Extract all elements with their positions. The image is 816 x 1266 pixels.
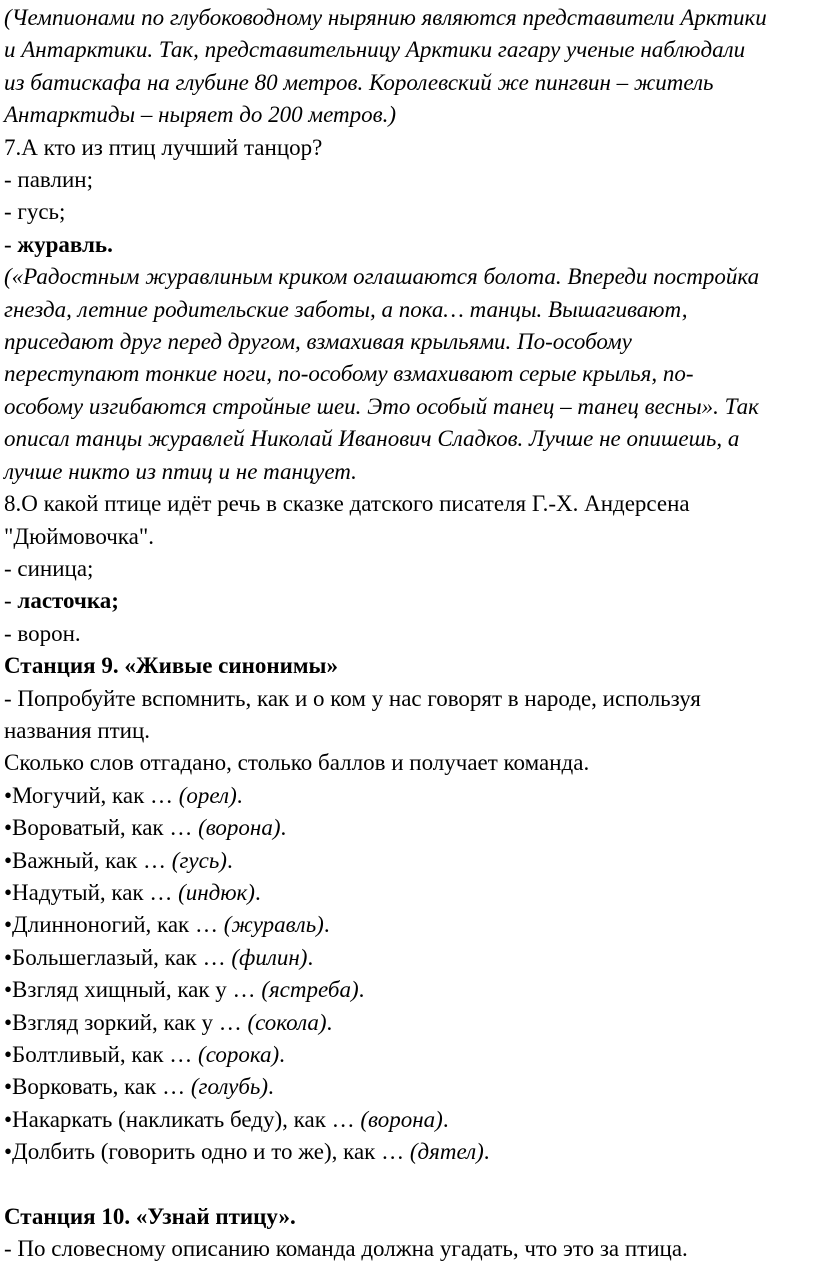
- answer-prefix: -: [4, 231, 18, 257]
- station-10-title: Станция 10. «Узнай птицу».: [4, 1204, 296, 1230]
- item-answer: (индюк): [178, 879, 255, 905]
- item-suffix: .: [279, 1042, 285, 1067]
- list-item: [4, 1136, 816, 1168]
- item-answer: (сорока): [198, 1042, 280, 1067]
- intro-note-line: и Антарктики. Так, представительницу Арктики гагару ученые наблюдали: [4, 37, 746, 63]
- intro-note-line: из батискафа на глубине 80 метров. Королевский же пингвин – житель: [4, 69, 714, 95]
- explanation-line: приседают друг перед другом, взмахивая крыльями. По-особому: [4, 329, 632, 355]
- explanation-line: («Радостным журавлиным криком оглашаются болота. Впереди постройка: [4, 264, 760, 290]
- list-item: [4, 845, 816, 877]
- explanation-line: лучше никто из птиц и не танцует.: [4, 458, 357, 484]
- item-suffix: .: [226, 847, 233, 873]
- item-answer: (ворона): [198, 815, 281, 841]
- item-text: •Долбить (говорить одно и то же), как …: [4, 1139, 410, 1165]
- station-9-scoring: Сколько слов отгадано, столько баллов и получает команда.: [4, 750, 590, 776]
- station-9-instruction: названия птиц.: [4, 717, 151, 743]
- list-item: [4, 974, 816, 1006]
- question-7-option: - гусь;: [4, 199, 66, 225]
- item-text: •Большеглазый, как …: [4, 944, 232, 970]
- item-text: •Вороватый, как …: [4, 815, 199, 841]
- item-suffix: .: [236, 782, 243, 808]
- list-item: [4, 1039, 816, 1071]
- question-8-text: 8.О какой птице идёт речь в сказке датского писателя Г.-Х. Андерсена: [4, 491, 690, 517]
- list-item: [4, 942, 816, 974]
- list-item: [4, 1071, 816, 1103]
- item-text: •Ворковать, как …: [4, 1074, 191, 1100]
- question-7-option: - павлин;: [4, 167, 93, 193]
- intro-note: [4, 2, 816, 132]
- item-answer: (дятел): [409, 1139, 484, 1165]
- item-suffix: .: [254, 879, 261, 905]
- question-8-option: - синица;: [4, 555, 94, 581]
- station-10: [4, 1201, 816, 1266]
- item-answer: (гусь): [171, 847, 227, 873]
- list-item: [4, 1104, 816, 1136]
- answer-prefix: -: [4, 588, 18, 614]
- item-answer: (сокола): [247, 1009, 327, 1035]
- station-9: [4, 650, 816, 1169]
- list-item: [4, 780, 816, 812]
- question-7-answer-line: [4, 229, 816, 261]
- item-suffix: .: [326, 1009, 333, 1035]
- question-8-answer: ласточка;: [17, 588, 119, 614]
- explanation-line: гнезда, летние родительские заботы, а пока… танцы. Вышагивают,: [4, 296, 688, 322]
- intro-note-line: Антарктиды – ныряет до 200 метров.): [4, 102, 396, 128]
- item-text: •Длинноногий, как …: [4, 912, 224, 938]
- item-answer: (ястреба): [261, 977, 359, 1003]
- item-answer: (орел): [178, 782, 237, 808]
- intro-note-line: (Чемпионами по глубоководному нырянию являются представители Арктики: [4, 5, 767, 30]
- station-9-title: Станция 9. «Живые синонимы»: [4, 653, 339, 679]
- item-suffix: .: [307, 944, 314, 970]
- item-suffix: .: [483, 1139, 490, 1165]
- list-item: [4, 812, 816, 844]
- item-text: •Важный, как …: [4, 847, 172, 873]
- item-answer: (голубь): [190, 1074, 269, 1100]
- list-item: [4, 909, 816, 941]
- item-text: •Надутый, как …: [4, 879, 179, 905]
- station-10-instruction: - По словесному описанию команда должна угадать, что это за птица.: [4, 1236, 688, 1262]
- explanation-line: особому изгибаются стройные шеи. Это особый танец – танец весны». Так: [4, 393, 759, 419]
- item-text: •Взгляд хищный, как у …: [4, 977, 262, 1003]
- item-answer: (филин): [231, 944, 308, 970]
- item-suffix: .: [280, 815, 287, 841]
- explanation-line: описал танцы журавлей Николай Иванович Сладков. Лучше не опишешь, а: [4, 426, 740, 452]
- item-suffix: .: [358, 977, 365, 1003]
- item-text: •Болтливый, как …: [4, 1042, 199, 1067]
- question-8-answer-line: [4, 585, 816, 617]
- question-7: [4, 132, 816, 488]
- explanation-line: переступают тонкие ноги, по-особому взмахивают серые крылья, по-: [4, 361, 694, 387]
- item-text: •Могучий, как …: [4, 782, 179, 808]
- item-answer: (журавль): [223, 912, 324, 938]
- item-text: •Накаркать (накликать беду), как …: [4, 1106, 361, 1132]
- item-suffix: .: [442, 1106, 449, 1132]
- question-8-option: - ворон.: [4, 620, 81, 646]
- item-suffix: .: [268, 1074, 274, 1100]
- item-answer: (ворона): [360, 1106, 443, 1132]
- question-7-text: 7.А кто из птиц лучший танцор?: [4, 134, 323, 160]
- list-item: [4, 1007, 816, 1039]
- blank-line: [4, 1169, 816, 1201]
- item-suffix: .: [323, 912, 330, 938]
- question-8: [4, 488, 816, 650]
- station-9-instruction: - Попробуйте вспомнить, как и о ком у нас говорят в народе, используя: [4, 685, 701, 711]
- list-item: [4, 877, 816, 909]
- question-7-explanation: [4, 261, 816, 488]
- question-8-text: "Дюймовочка".: [4, 523, 154, 549]
- question-7-answer: журавль.: [17, 231, 113, 257]
- synonym-list: [4, 780, 816, 1169]
- item-text: •Взгляд зоркий, как у …: [4, 1009, 248, 1035]
